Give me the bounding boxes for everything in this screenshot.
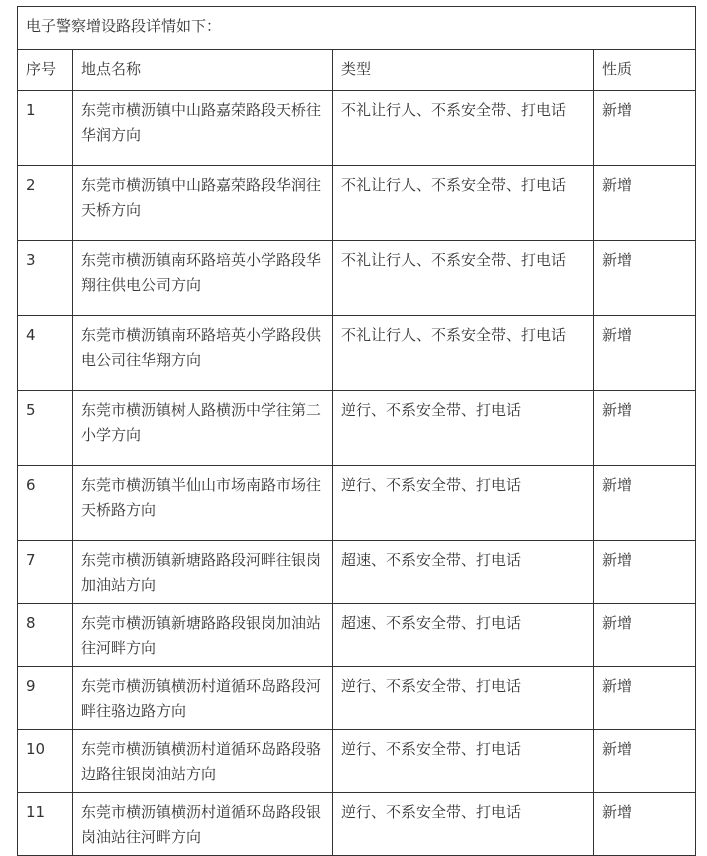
row-nature: 新增	[594, 91, 696, 166]
row-location: 东莞市横沥镇横沥村道循环岛路段银岗油站往河畔方向	[73, 793, 333, 856]
row-nature: 新增	[594, 241, 696, 316]
row-location: 东莞市横沥镇新塘路路段河畔往银岗加油站方向	[73, 541, 333, 604]
row-no: 8	[18, 604, 73, 667]
row-location: 东莞市横沥镇树人路横沥中学往第二小学方向	[73, 391, 333, 466]
row-type: 逆行、不系安全带、打电话	[333, 730, 594, 793]
row-location: 东莞市横沥镇南环路培英小学路段供电公司往华翔方向	[73, 316, 333, 391]
row-type: 逆行、不系安全带、打电话	[333, 793, 594, 856]
row-nature: 新增	[594, 604, 696, 667]
row-nature: 新增	[594, 391, 696, 466]
row-nature: 新增	[594, 730, 696, 793]
table-caption-row	[18, 7, 696, 50]
row-no: 1	[18, 91, 73, 166]
row-location: 东莞市横沥镇中山路嘉荣路段华润往天桥方向	[73, 166, 333, 241]
row-no: 9	[18, 667, 73, 730]
table-row	[18, 166, 696, 241]
row-type: 不礼让行人、不系安全带、打电话	[333, 316, 594, 391]
row-location: 东莞市横沥镇横沥村道循环岛路段骆边路往银岗油站方向	[73, 730, 333, 793]
row-nature: 新增	[594, 667, 696, 730]
row-type: 逆行、不系安全带、打电话	[333, 667, 594, 730]
table-row	[18, 466, 696, 541]
table-row	[18, 730, 696, 793]
row-location: 东莞市横沥镇新塘路路段银岗加油站往河畔方向	[73, 604, 333, 667]
table-row	[18, 793, 696, 856]
row-location: 东莞市横沥镇横沥村道循环岛路段河畔往骆边路方向	[73, 667, 333, 730]
row-type: 不礼让行人、不系安全带、打电话	[333, 241, 594, 316]
row-type: 逆行、不系安全带、打电话	[333, 391, 594, 466]
row-no: 6	[18, 466, 73, 541]
row-no: 5	[18, 391, 73, 466]
row-nature: 新增	[594, 466, 696, 541]
table-row	[18, 91, 696, 166]
table-row	[18, 604, 696, 667]
row-nature: 新增	[594, 793, 696, 856]
row-type: 超速、不系安全带、打电话	[333, 604, 594, 667]
row-no: 3	[18, 241, 73, 316]
table-row	[18, 316, 696, 391]
row-nature: 新增	[594, 541, 696, 604]
row-location: 东莞市横沥镇南环路培英小学路段华翔往供电公司方向	[73, 241, 333, 316]
row-no: 10	[18, 730, 73, 793]
table-header-row	[18, 50, 696, 91]
row-no: 2	[18, 166, 73, 241]
header-location: 地点名称	[73, 50, 333, 91]
table-row	[18, 541, 696, 604]
row-type: 超速、不系安全带、打电话	[333, 541, 594, 604]
header-no: 序号	[18, 50, 73, 91]
row-nature: 新增	[594, 166, 696, 241]
row-location: 东莞市横沥镇半仙山市场南路市场往天桥路方向	[73, 466, 333, 541]
row-type: 不礼让行人、不系安全带、打电话	[333, 166, 594, 241]
table-row	[18, 391, 696, 466]
table-caption: 电子警察增设路段详情如下：	[18, 7, 696, 50]
table-row	[18, 667, 696, 730]
header-nature: 性质	[594, 50, 696, 91]
header-type: 类型	[333, 50, 594, 91]
camera-locations-table	[17, 6, 696, 856]
row-no: 7	[18, 541, 73, 604]
row-type: 逆行、不系安全带、打电话	[333, 466, 594, 541]
row-location: 东莞市横沥镇中山路嘉荣路段天桥往华润方向	[73, 91, 333, 166]
table-row	[18, 241, 696, 316]
row-nature: 新增	[594, 316, 696, 391]
row-type: 不礼让行人、不系安全带、打电话	[333, 91, 594, 166]
row-no: 4	[18, 316, 73, 391]
row-no: 11	[18, 793, 73, 856]
